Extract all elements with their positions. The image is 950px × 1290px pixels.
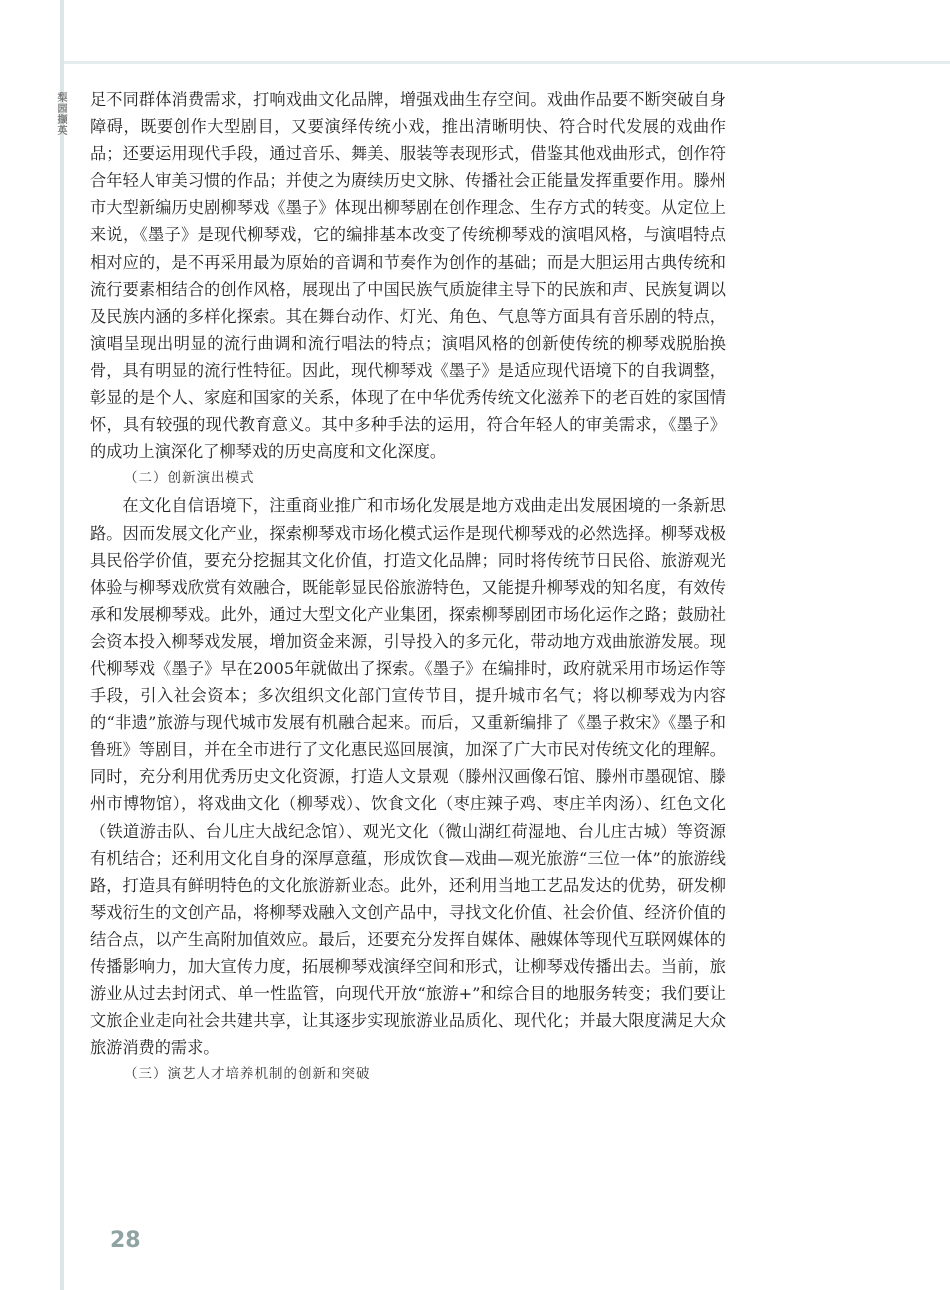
section-heading-2: （二）创新演出模式 — [124, 470, 255, 487]
paragraph-1: 足不同群体消费需求，打响戏曲文化品牌，增强戏曲生存空间。戏曲作品要不断突破自身障碍，既要创作大型剧目，又要演绎传统小戏，推出清晰明快、符合时代发展的戏曲作品；还要运用现代手段，通过音乐、舞美、服装等表现形式，借鉴其他戏曲形式，创作符合年轻人审美习惯的作品；并使之为赓续历史文脉、传播社会正能量发挥重要作用。滕州市大型新编历史剧柳琴戏《墨子》体现出柳琴剧在创作理念、生存方式的转变。从定位上来说，《墨子》是现代柳琴戏，它的编排基本改变了传统柳琴戏的演唱风格，与演唱特点相对应的，是不再采用最为原始的音调和节奏作为创作的基础；而是大胆运用古典传统和流行要素相结合的创作风格，展现出了中国民族气质旋律主导下的民族和声、民族复调以及民族内涵的多样化探索。其在舞台动作、灯光、角色、气息等方面具有音乐剧的特点，演唱呈现出明显的流行曲调和流行唱法的特点；演唱风格的创新使传统的柳琴戏脱胎换骨，具有明显的流行性特征。因此，现代柳琴戏《墨子》是适应现代语境下的自我调整，彰显的是个人、家庭和国家的关系，体现了在中华优秀传统文化滋养下的老百姓的家国情怀，具有较强的现代教育意义。其中多种手法的运用，符合年轻人的审美需求，《墨子》的成功上演深化了柳琴戏的历史高度和文化深度。 — [90, 90, 726, 462]
page-number: 28 — [110, 1228, 141, 1253]
section-heading-3: （三）演艺人才培养机制的创新和突破 — [124, 1066, 371, 1083]
article-body — [90, 86, 726, 1088]
header-rule — [64, 61, 950, 64]
left-margin-rule — [60, 0, 64, 1290]
paragraph-2: 在文化自信语境下，注重商业推广和市场化发展是地方戏曲走出发展困境的一条新思路。因而发展文化产业，探索柳琴戏市场化模式运作是现代柳琴戏的必然选择。柳琴戏极具民俗学价值，要充分挖掘其文化价值，打造文化品牌；同时将传统节日民俗、旅游观光体验与柳琴戏欣赏有效融合，既能彰显民俗旅游特色，又能提升柳琴戏的知名度，有效传承和发展柳琴戏。此外，通过大型文化产业集团，探索柳琴剧团市场化运作之路；鼓励社会资本投入柳琴戏发展，增加资金来源，引导投入的多元化，带动地方戏曲旅游发展。现代柳琴戏《墨子》早在2005年就做出了探索。《墨子》在编排时，政府就采用市场运作等手段，引入社会资本；多次组织文化部门宣传节目，提升城市名气；将以柳琴戏为内容的“非遗”旅游与现代城市发展有机融合起来。而后，又重新编排了《墨子救宋》《墨子和鲁班》等剧目，并在全市进行了文化惠民巡回展演，加深了广大市民对传统文化的理解。同时，充分利用优秀历史文化资源，打造人文景观（滕州汉画像石馆、滕州市墨砚馆、滕州市博物馆），将戏曲文化（柳琴戏）、饮食文化（枣庄辣子鸡、枣庄羊肉汤）、红色文化（铁道游击队、台儿庄大战纪念馆）、观光文化（微山湖红荷湿地、台儿庄古城）等资源有机结合；还利用文化自身的深厚意蕴，形成饮食—戏曲—观光旅游“三位一体”的旅游线路，打造具有鲜明特色的文化旅游新业态。此外，还利用当地工艺品发达的优势，研发柳琴戏衍生的文创产品，将柳琴戏融入文创产品中，寻找文化价值、社会价值、经济价值的结合点，以产生高附加值效应。最后，还要充分发挥自媒体、融媒体等现代互联网媒体的传播影响力，加大宣传力度，拓展柳琴戏演绎空间和形式，让柳琴戏传播出去。当前，旅游业从过去封闭式、单一性监管，向现代开放“旅游+”和综合目的地服务转变；我们要让文旅企业走向社会共建共享，让其逐步实现旅游业品质化、现代化；并最大限度满足大众旅游消费的需求。 — [90, 496, 726, 1058]
column-tag: 梨园撷英 — [55, 92, 66, 136]
